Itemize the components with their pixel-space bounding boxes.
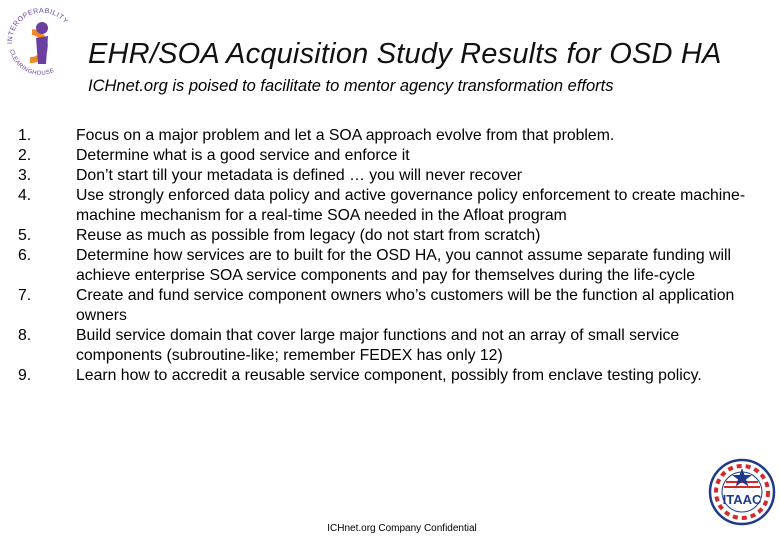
list-item-text: Use strongly enforced data policy and active governance policy enforcement to create machine-machine mechanism for a real-time SOA needed in the Afloat program <box>76 187 746 224</box>
list-item-number: 7. <box>18 287 32 304</box>
footer <box>0 523 780 534</box>
slide-title: EHR/SOA Acquisition Study Results for OSD HA <box>88 38 722 70</box>
list-item-number: 1. <box>18 127 32 144</box>
list-item-number: 8. <box>18 327 32 344</box>
list-item <box>18 326 758 366</box>
svg-text:INTEROPERABILITY: INTEROPERABILITY <box>6 7 70 45</box>
list-item <box>18 286 758 326</box>
list-item <box>18 226 758 246</box>
list-item-text: Determine what is a good service and enforce it <box>76 147 410 164</box>
list-item-text: Don’t start till your metadata is defined … you will never recover <box>76 167 523 184</box>
list-item-number: 4. <box>18 187 32 204</box>
list-item <box>18 246 758 286</box>
list-item <box>18 186 758 226</box>
list-item-number: 5. <box>18 227 32 244</box>
interoperability-clearinghouse-logo <box>2 2 80 80</box>
list-item-text: Create and fund service component owners who’s customers will be the function al application owners <box>76 287 735 324</box>
itaac-label: ITAAC <box>722 492 762 507</box>
recommendations-list <box>18 126 758 386</box>
svg-text:CLEARINGHOUSE: CLEARINGHOUSE <box>7 48 56 77</box>
list-item-text: Build service domain that cover large major functions and not an array of small service components (subroutine-like; remember FEDEX has only 12) <box>76 327 680 364</box>
list-item-number: 2. <box>18 147 32 164</box>
footer-text: ICHnet.org Company Confidential <box>327 523 477 534</box>
list-item-number: 9. <box>18 367 32 384</box>
list-item-number: 3. <box>18 167 32 184</box>
list-item-text: Focus on a major problem and let a SOA approach evolve from that problem. <box>76 127 615 144</box>
list-item <box>18 126 758 146</box>
list-item-number: 6. <box>18 247 32 264</box>
itaac-seal-logo <box>708 452 776 532</box>
list-item <box>18 146 758 166</box>
list-item-text: Determine how services are to built for the OSD HA, you cannot assume separate funding will achieve enterprise SOA service components and pay for themselves during the life-cycle <box>76 247 732 284</box>
list-item <box>18 166 758 186</box>
list-item-text: Learn how to accredit a reusable service component, possibly from enclave testing policy. <box>76 367 702 384</box>
slide-subtitle: ICHnet.org is poised to facilitate to mentor agency transformation efforts <box>88 77 614 95</box>
list-item <box>18 366 758 386</box>
list-item-text: Reuse as much as possible from legacy (do not start from scratch) <box>76 227 541 244</box>
